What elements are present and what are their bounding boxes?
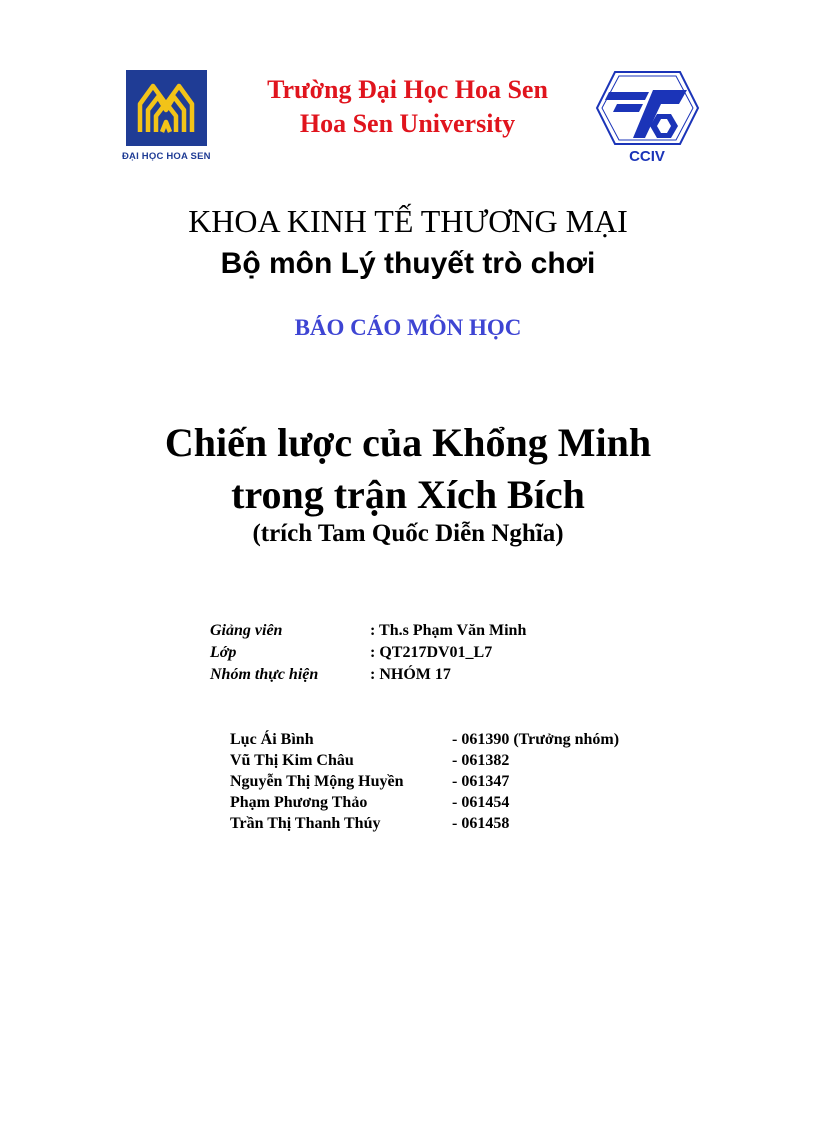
report-title-line1: Chiến lược của Khổng Minh <box>164 420 652 465</box>
university-name <box>225 73 590 141</box>
info-value: : QT217DV01_L7 <box>370 644 493 661</box>
member-id: - 061382 <box>452 752 510 769</box>
cciv-logo-caption: CCIV <box>629 148 665 165</box>
member-name: Phạm Phương Thảo <box>230 794 368 811</box>
member-name: Nguyễn Thị Mộng Huyền <box>230 773 404 790</box>
hoa-sen-logo <box>122 70 222 166</box>
info-key: Nhóm thực hiện <box>210 666 319 683</box>
hoa-sen-logo-icon <box>126 70 207 146</box>
info-key: Lớp <box>210 644 237 661</box>
department-name: Bộ môn Lý thuyết trò chơi <box>220 247 596 280</box>
faculty-name: KHOA KINH TẾ THƯƠNG MẠI <box>188 203 628 239</box>
member-name: Trần Thị Thanh Thúy <box>230 815 381 832</box>
info-value: : Th.s Phạm Văn Minh <box>370 622 527 639</box>
cciv-logo <box>595 70 700 165</box>
member-id: - 061458 <box>452 815 510 832</box>
member-id: - 061454 <box>452 794 510 811</box>
member-id: - 061390 (Trưởng nhóm) <box>452 731 620 748</box>
hoa-sen-logo-caption: ĐẠI HỌC HOA SEN <box>122 151 211 162</box>
cciv-logo-icon <box>595 70 700 165</box>
member-id: - 061347 <box>452 773 510 790</box>
report-subtitle: (trích Tam Quốc Diễn Nghĩa) <box>252 520 564 547</box>
report-title-line2: trong trận Xích Bích <box>231 472 585 517</box>
info-value: : NHÓM 17 <box>370 666 451 683</box>
university-name-vi: Trường Đại Học Hoa Sen <box>267 75 548 104</box>
member-name: Lục Ái Bình <box>230 731 314 748</box>
report-label: BÁO CÁO MÔN HỌC <box>294 315 522 340</box>
university-name-en: Hoa Sen University <box>299 109 516 138</box>
member-name: Vũ Thị Kim Châu <box>230 752 354 769</box>
info-key: Giảng viên <box>210 622 283 639</box>
